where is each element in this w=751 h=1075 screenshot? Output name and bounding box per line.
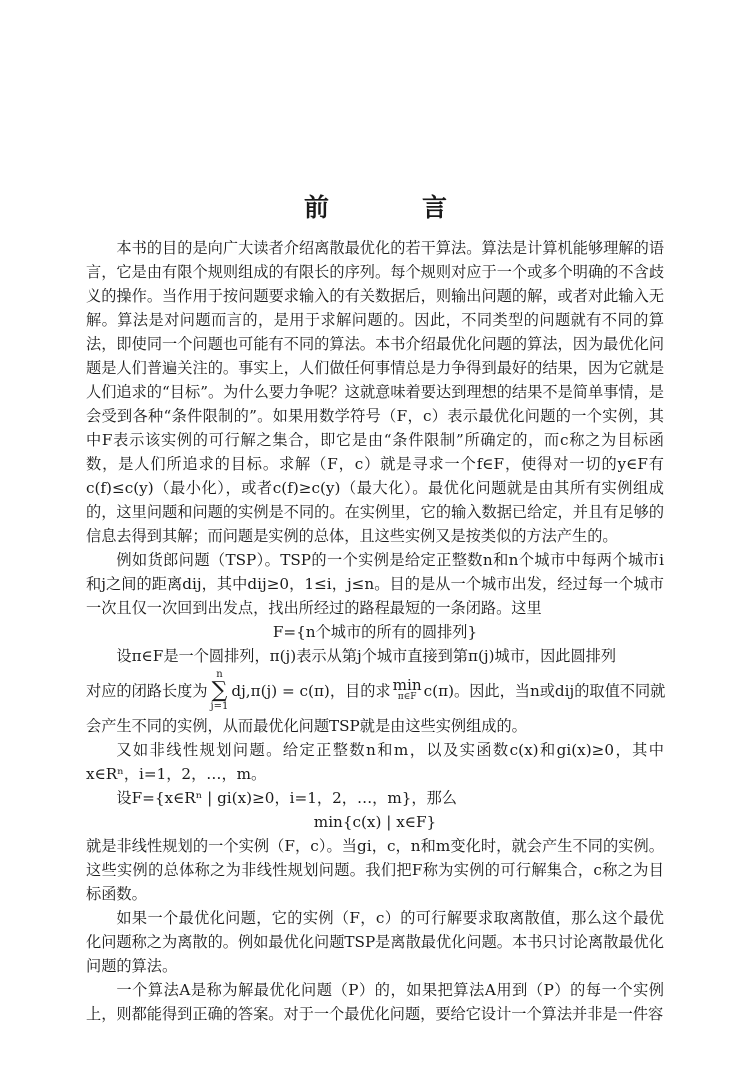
sum-upper-limit: n [216, 669, 223, 680]
sum-lower-limit: j=1 [210, 701, 229, 712]
sum-suffix: c(π)。因此，当n或dij的取值不同就 [423, 682, 666, 700]
sum-prefix: 对应的闭路长度为 [86, 682, 208, 700]
body-text [86, 236, 664, 1026]
paragraph-intro: 本书的目的是向广大读者介绍离散最优化的若干算法。算法是计算机能够理解的语言，它是由有限个规则组成的有限长的序列。每个规则对应于一个或多个明确的不含歧义的操作。当作用于按问题要求输入的有关数据后，则输出问题的解，或者对此输入无解。算法是对问题而言的，是用于求解问题的。因此，不同类型的问题就有不同的算法，即使同一个问题也可能有不同的算法。本书介绍最优化问题的算法，因为最优化问题是人们普遍关注的。事实上，人们做任何事情总是力争得到最好的结果，因为它就是人们追求的“目标”。为什么要力争呢？这就意味着要达到理想的结果不是简单事情，是会受到各种“条件限制的”。如果用数学符号（F，c）表示最优化问题的一个实例，其中F表示该实例的可行解之集合，即它是由“条件限制”所确定的，而c称之为目标函数，是人们所追求的目标。求解（F，c）就是寻求一个f∈F，使得对一切的y∈F有c(f)≤c(y)（最小化），或者c(f)≥c(y)（最大化）。最优化问题就是由其所有实例组成的，这里问题和问题的实例是不同的。在实例里，它的输入数据已给定，并且有足够的信息去得到其解；而问题是实例的总体，且这些实例又是按类似的方法产生的。 [86, 239, 664, 545]
min-subscript: π∈F [397, 692, 417, 702]
paragraph-nonlinear: 又如非线性规划问题。给定正整数n和m，以及实函数c(x)和gi(x)≥0，其中x∈Rⁿ，i=1，2，…，m。 [86, 741, 664, 783]
paragraph-instances: 会产生不同的实例，从而最优化问题TSP就是由这些实例组成的。 [86, 717, 527, 735]
min-word: min [392, 676, 422, 694]
min-operator [392, 676, 422, 703]
summation-symbol [211, 670, 229, 712]
paragraph-algorithm: 一个算法A是称为解最优化问题（P）的，如果把算法A用到（P）的每一个实例上，则都能得到正确的答案。对于一个最优化问题，要给它设计一个算法并非是一件容 [86, 981, 664, 1023]
page-title: 前 言 [303, 193, 481, 222]
sum-body: dj,π(j) = c(π)，目的求 [231, 682, 391, 700]
equation-min: min{c(x) | x∈F} [313, 813, 437, 831]
paragraph-discrete: 如果一个最优化问题，它的实例（F，c）的可行解要求取离散值，那么这个最优化问题称之为离散的。例如最优化问题TSP是离散最优化问题。本书只讨论离散最优化问题的算法。 [86, 909, 664, 975]
paragraph-permutation: 设π∈F是一个圆排列，π(j)表示从第j个城市直接到第π(j)城市，因此圆排列 [116, 647, 617, 665]
equation-feasible-set: F={n个城市的所有的圆排列} [272, 623, 478, 641]
paragraph-tsp: 例如货郎问题（TSP）。TSP的一个实例是给定正整数n和n个城市中每两个城市i和j之间的距离dij，其中dij≥0，1≤i，j≤n。目的是从一个城市出发，经过每一个城市一次且仅一次回到出发点，找出所经过的路程最短的一条闭路。这里 [86, 551, 664, 617]
paragraph-nonlinear-instance: 就是非线性规划的一个实例（F，c）。当gi，c，n和m变化时，就会产生不同的实例。这些实例的总体称之为非线性规划问题。我们把F称为实例的可行解集合，c称之为目标函数。 [86, 837, 664, 903]
summation-line [86, 668, 664, 714]
paragraph-set-definition: 设F={x∈Rⁿ | gi(x)≥0，i=1，2，…，m}，那么 [116, 789, 457, 807]
sigma-icon: ∑ [211, 678, 228, 703]
